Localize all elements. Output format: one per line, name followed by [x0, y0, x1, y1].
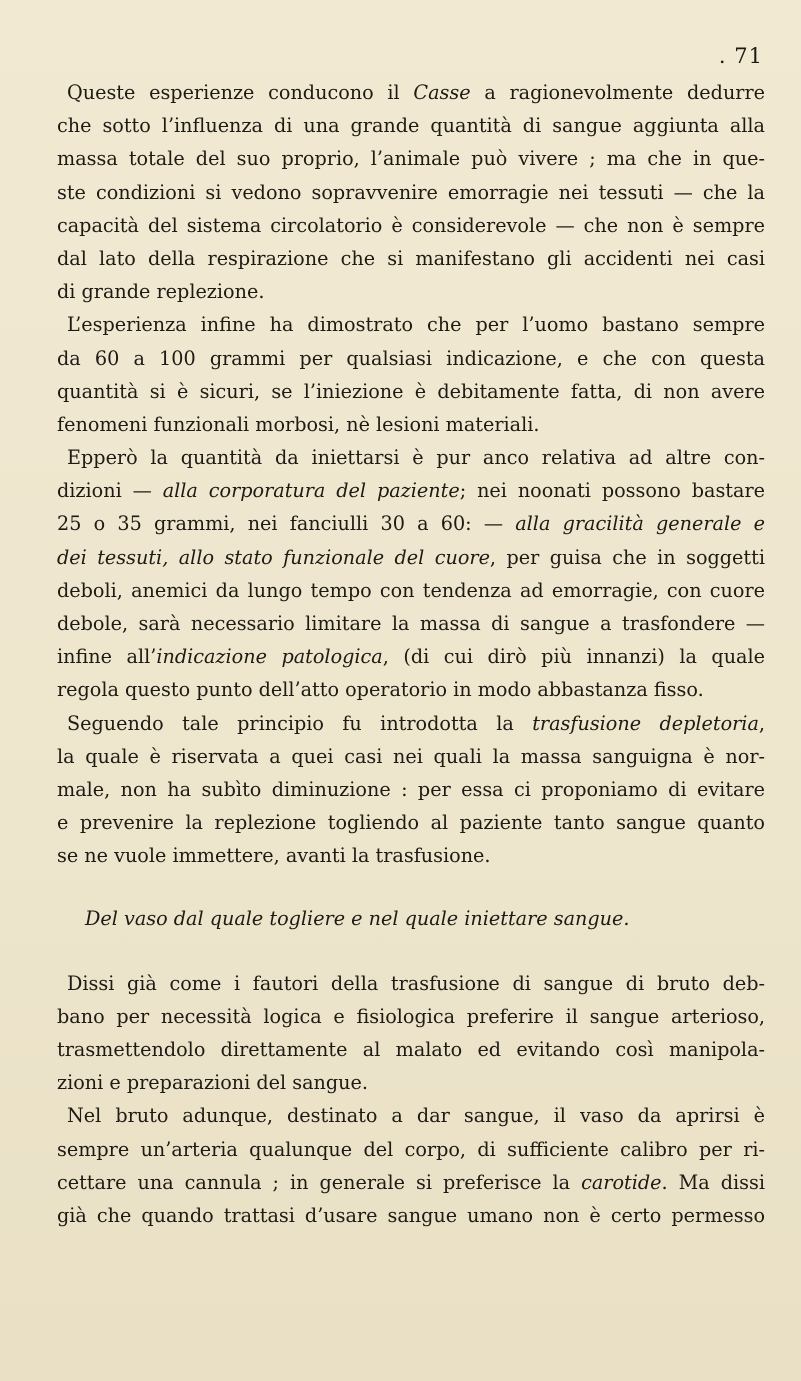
line-text: massa totale del suo proprio, l’animale può vivere ; ma che in que-: [57, 147, 765, 171]
text-line: [57, 375, 765, 408]
paragraphs-before-heading: [57, 76, 765, 873]
text-line: [57, 541, 765, 574]
line-text: Queste esperienze conducono il: [67, 81, 414, 104]
text-line: [57, 1133, 765, 1166]
page-number: . 71: [718, 44, 763, 68]
text-line: [57, 607, 765, 640]
text-line: [57, 275, 765, 308]
line-text-tail: , per guisa che in soggetti: [489, 545, 765, 569]
line-text: cettare una cannula ; in generale si preferisce la: [57, 1170, 582, 1194]
text-line: [57, 1033, 765, 1066]
text-line: [57, 1066, 765, 1099]
body-text: [57, 76, 765, 1232]
line-text: L’esperienza infine ha dimostrato che per l’uomo bastano sempre: [67, 313, 765, 337]
line-text: Nel bruto adunque, destinato a dar sangue, il vaso da aprirsi è: [67, 1104, 765, 1128]
line-text: bano per necessità logica e fisiologica preferire il sangue arterioso,: [57, 1004, 765, 1028]
line-text: e prevenire la replezione togliendo al paziente tanto sangue quanto: [57, 811, 765, 835]
text-line: [57, 740, 765, 773]
line-text: capacità del sistema circolatorio è considerevole — che non è sempre: [57, 213, 765, 237]
line-text-tail: a ragionevolmente dedurre: [470, 81, 765, 104]
text-line: [57, 142, 765, 175]
text-line: [57, 209, 765, 242]
text-line: [57, 640, 765, 673]
text-line: [57, 1199, 765, 1232]
line-text: se ne vuole immettere, avanti la trasfusione.: [57, 844, 491, 868]
text-line: [57, 967, 765, 1000]
line-italic-text: alla gracilità generale e: [515, 512, 765, 536]
line-text: ste condizioni si vedono sopravvenire emorragie nei tessuti — che la: [57, 180, 765, 204]
line-text: Epperò la quantità da iniettarsi è pur anco relativa ad altre con-: [67, 446, 765, 470]
line-text-tail: . Ma dissi: [661, 1170, 765, 1194]
text-line: [57, 839, 765, 872]
line-text: quantità si è sicuri, se l’iniezione è debitamente fatta, di non avere: [57, 379, 765, 403]
line-italic-text: carotide: [581, 1170, 662, 1194]
line-text: sempre un’arteria qualunque del corpo, di sufficiente calibro per ri-: [57, 1137, 765, 1161]
text-line: [57, 176, 765, 209]
line-italic-text: indicazione patologica: [156, 645, 383, 669]
line-text: fenomeni funzionali morbosi, nè lesioni materiali.: [57, 412, 540, 436]
text-line: [57, 474, 765, 507]
text-line: [57, 707, 765, 740]
text-line: [57, 441, 765, 474]
line-text: Dissi già come i fautori della trasfusione di sangue di bruto deb-: [67, 971, 765, 995]
text-line: [57, 109, 765, 142]
line-text: Seguendo tale principio fu introdotta la: [67, 711, 533, 735]
text-line: [57, 408, 765, 441]
line-text-tail: ; nei noonati possono bastare: [459, 479, 765, 503]
line-text: deboli, anemici da lungo tempo con tendenza ad emorragie, con cuore: [57, 578, 765, 602]
line-text-tail: , (di cui dirò più innanzi) la quale: [382, 645, 765, 669]
text-line: [57, 308, 765, 341]
line-text: da 60 a 100 grammi per qualsiasi indicazione, e che con questa: [57, 346, 765, 370]
text-line: [57, 806, 765, 839]
line-italic-text: dei tessuti, allo stato funzionale del cuore: [57, 545, 490, 569]
line-text: la quale è riservata a quei casi nei quali la massa sanguigna è nor-: [57, 744, 765, 768]
line-text: male, non ha subìto diminuzione : per essa ci proponiamo di evitare: [57, 777, 765, 801]
line-italic-text: Casse: [413, 81, 471, 104]
line-italic-text: trasfusione depletoria: [532, 711, 759, 735]
text-line: [57, 773, 765, 806]
line-text: dizioni —: [57, 479, 163, 503]
line-italic-text: alla corporatura del paziente: [162, 479, 460, 503]
paragraphs-after-heading: [57, 967, 765, 1233]
line-text-tail: ,: [758, 711, 765, 735]
text-line: [57, 673, 765, 706]
text-line: [57, 1099, 765, 1132]
text-line: [57, 1000, 765, 1033]
text-line: [57, 1166, 765, 1199]
line-text: zioni e preparazioni del sangue.: [57, 1071, 368, 1095]
line-text: di grande replezione.: [57, 280, 265, 304]
text-line: [57, 507, 765, 540]
line-text: debole, sarà necessario limitare la massa di sangue a trasfondere —: [57, 612, 765, 635]
text-line: [57, 342, 765, 375]
line-text: infine all’: [57, 645, 157, 669]
line-text: trasmettendolo direttamente al malato ed evitando così manipola-: [57, 1038, 765, 1062]
text-line: [57, 574, 765, 607]
section-heading: Del vaso dal quale togliere e nel quale iniettare sangue.: [85, 906, 630, 930]
text-line: [57, 76, 765, 109]
line-text: già che quando trattasi d’usare sangue umano non è certo permesso: [57, 1204, 765, 1227]
line-text: dal lato della respirazione che si manifestano gli accidenti nei casi: [57, 246, 765, 270]
line-text: regola questo punto dell’atto operatorio in modo abbastanza fisso.: [57, 678, 704, 702]
line-text: che sotto l’influenza di una grande quantità di sangue aggiunta alla: [57, 114, 765, 138]
text-line: [57, 242, 765, 275]
line-text: 25 o 35 grammi, nei fanciulli 30 a 60: —: [57, 512, 516, 536]
